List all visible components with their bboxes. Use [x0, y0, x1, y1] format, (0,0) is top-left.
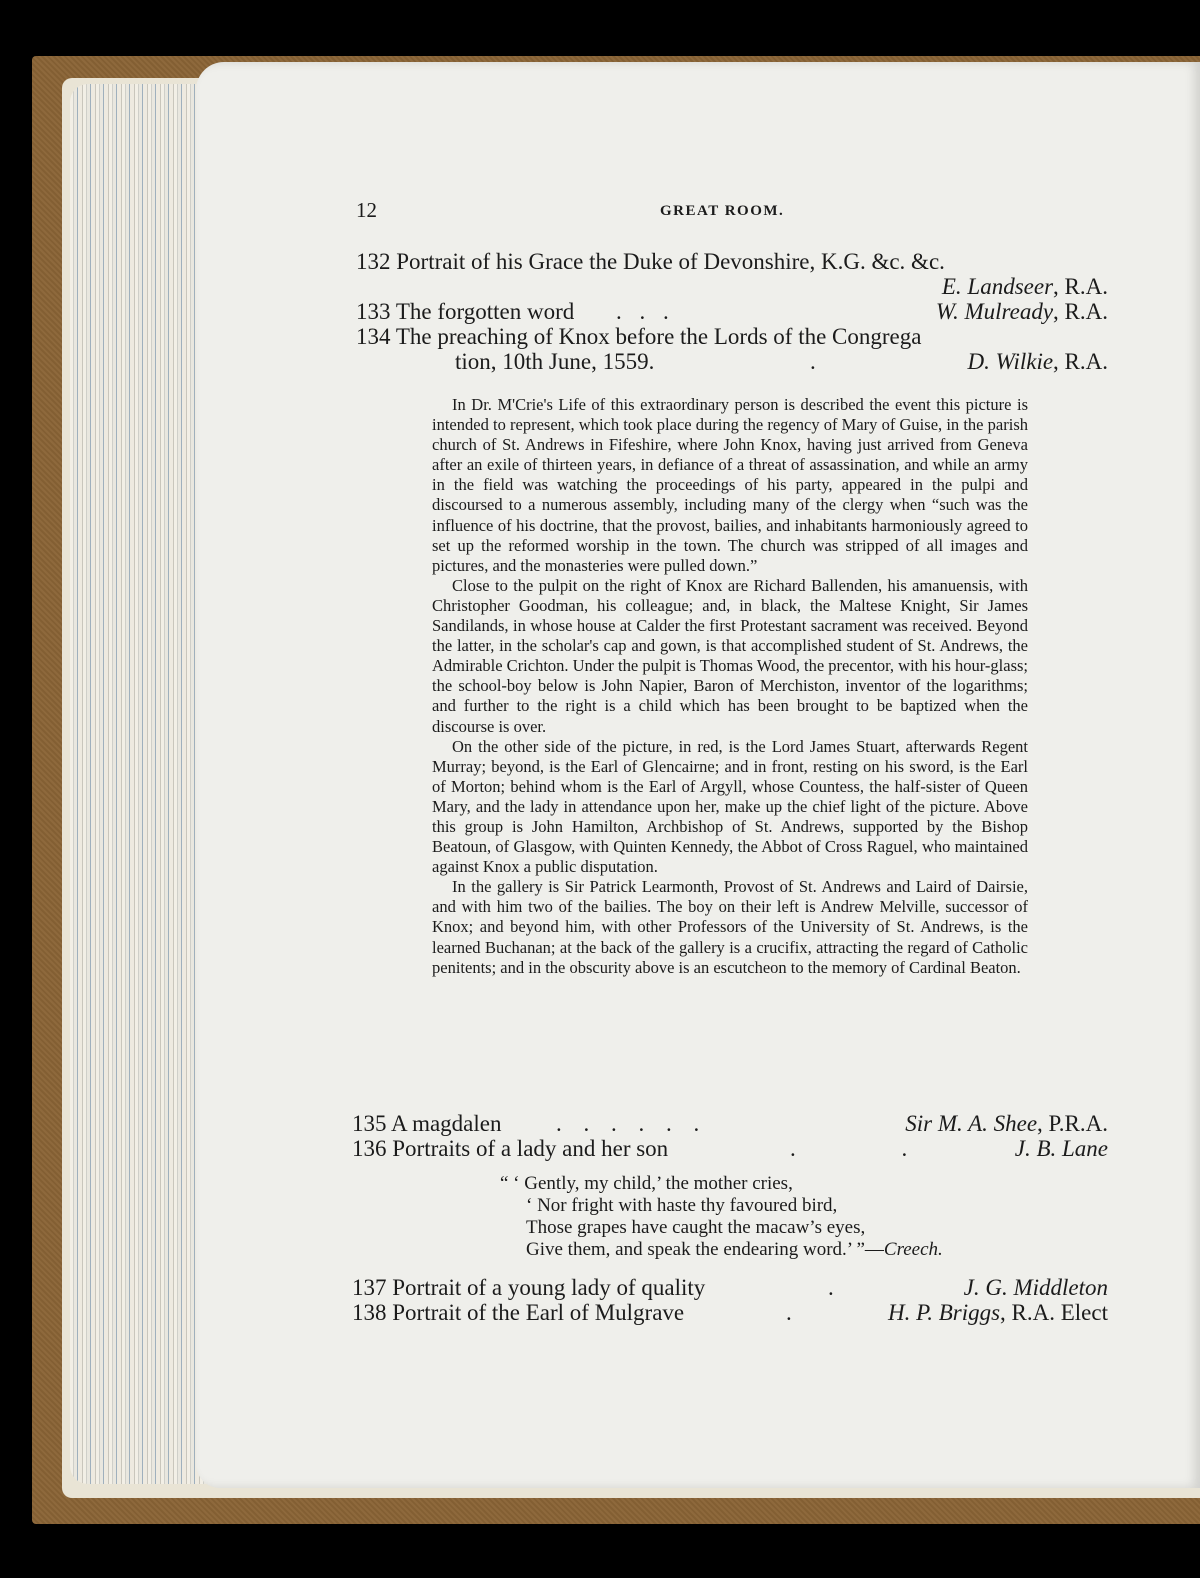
artist-137	[964, 1275, 1108, 1300]
description-paragraph: Close to the pulpit on the right of Knox are Richard Ballenden, his amanuensis, with Christopher Goodman, his colleague; and, in black, the Maltese Knight, Sir James Sandilands, in whose house at Calder the first Protestant sacrament was received. Beyond the latter, in the scholar's cap and gown, is that accomplished student of St. Andrews, the Admirable Crichton. Under the pulpit is Thomas Wood, the precentor, with his hour-glass; the school-boy below is John Napier, Baron of Merchiston, inventor of the logarithms; and further to the right is a child which has been brought to be baptized when the discourse is over.	[432, 575, 1029, 736]
entry-title: A magdalen	[390, 1111, 502, 1136]
entry-number: 136	[352, 1136, 387, 1161]
catalogue-entry-134	[356, 324, 921, 349]
catalogue-entry-137	[352, 1275, 705, 1300]
description-paragraph: On the other side of the picture, in red, is the Lord James Stuart, afterwards Regent Murray; beyond, is the Earl of Glencairne; and in front, resting on his sword, is the Earl of Morton; behind whom is the Earl of Argyll, whose Countess, the half-sister of Queen Mary, and the lady in attendance upon her, make up the chief light of the picture. Above this group is John Hamilton, Archbishop of St. Andrews, supported by the Bishop Beatoun, of Glasgow, with Quinten Kennedy, the Abbot of Cross Raguel, who maintained against Knox a public disputation.	[432, 736, 1028, 877]
artist-name: Sir M. A. Shee	[905, 1111, 1038, 1136]
verse-line-text: Give them, and speak the endearing word.’ ”—	[526, 1239, 884, 1260]
entry-title: Portrait of the Earl of Mulgrave	[392, 1300, 685, 1325]
artist-name: J. B. Lane	[1014, 1136, 1108, 1161]
artist-132	[942, 274, 1108, 299]
catalogue-entry-138	[352, 1300, 684, 1325]
catalogue-entry-136	[352, 1136, 668, 1161]
verse-quotation	[500, 1173, 943, 1261]
entry-title: Portrait of his Grace the Duke of Devonshire, K.G. &c. &c.	[396, 249, 945, 274]
artist-suffix: , R.A.	[1053, 349, 1108, 374]
description-paragraph: In the gallery is Sir Patrick Learmonth, Provost of St. Andrews and Laird of Dairsie, and with him two of the bailies. The boy on their left is Andrew Melville, successor of Knox; and beyond him, with other Professors of the University of St. Andrews, is the learned Buchanan; at the back of the gallery is a crucifix, attracting the regard of Catholic penitents; and in the obscurity above is an escutcheon to the memory of Cardinal Beaton.	[432, 877, 1028, 977]
leader-dots: . . . . . .	[556, 1111, 708, 1136]
leader-dots: .	[828, 1275, 834, 1300]
artist-133	[936, 299, 1108, 324]
catalogue-entry-135	[352, 1111, 501, 1136]
verse-attribution: Creech.	[883, 1239, 943, 1260]
artist-135	[905, 1111, 1108, 1136]
entry-title: Portrait of a young lady of quality	[392, 1275, 706, 1300]
page-number: 12	[356, 198, 377, 222]
catalogue-entry-132	[356, 249, 945, 274]
verse-line	[500, 1239, 943, 1261]
entry-number: 133	[356, 299, 391, 324]
leader-dots: . .	[790, 1136, 958, 1161]
artist-name: J. G. Middleton	[963, 1275, 1108, 1300]
artist-136	[1015, 1136, 1108, 1161]
entry-title-line1: The preaching of Knox before the Lords of the Congrega	[395, 324, 922, 349]
entry-number: 135	[352, 1111, 387, 1136]
verse-line: “ ‘ Gently, my child,’ the mother cries,	[500, 1173, 793, 1194]
artist-134	[967, 349, 1108, 374]
artist-name: E. Landseer	[941, 274, 1054, 299]
artist-name: H. P. Briggs	[888, 1300, 1001, 1325]
leader-dots: .	[786, 1300, 792, 1325]
leader-dots: . . .	[616, 299, 675, 324]
artist-suffix: , R.A.	[1053, 274, 1108, 299]
entry-number: 134	[356, 324, 391, 349]
verse-line: ‘ Nor fright with haste thy favoured bird,	[526, 1195, 838, 1216]
artist-name: D. Wilkie	[967, 349, 1054, 374]
entry-number: 132	[356, 249, 391, 274]
entry-title: Portraits of a lady and her son	[392, 1136, 669, 1161]
catalogue-entry-133	[356, 299, 574, 324]
artist-suffix: , R.A.	[1053, 299, 1108, 324]
description-paragraph: In Dr. M'Crie's Life of this extraordinary person is described the event this picture is intended to represent, which took place during the regency of Mary of Guise, in the parish church of St. Andrews in Fifeshire, where John Knox, having just arrived from Geneva after an exile of thirteen years, in defiance of a threat of assassination, and while an army in the field was watching the proceedings of his party, appeared in the pulpi and discoursed to a numerous assembly, including many of the clergy when “such was the influence of his doctrine, that the provost, bailies, and inhabitants harmoniously agreed to set up the reformed worship in the town. The church was stripped of all images and pictures, and the monasteries were pulled down.”	[432, 395, 1028, 575]
artist-138	[888, 1300, 1108, 1325]
entry-number: 137	[352, 1275, 387, 1300]
artist-suffix: , P.R.A.	[1037, 1111, 1108, 1136]
leader-dots: .	[810, 349, 816, 374]
picture-description	[432, 395, 1028, 978]
entry-title-line2: tion, 10th June, 1559.	[455, 349, 655, 374]
artist-suffix: , R.A. Elect	[1000, 1300, 1108, 1325]
running-title: GREAT ROOM.	[660, 203, 785, 219]
artist-name: W. Mulready	[935, 299, 1054, 324]
entry-number: 138	[352, 1300, 387, 1325]
verse-line: Those grapes have caught the macaw’s eyes,	[526, 1217, 866, 1238]
entry-title: The forgotten word	[395, 299, 575, 324]
